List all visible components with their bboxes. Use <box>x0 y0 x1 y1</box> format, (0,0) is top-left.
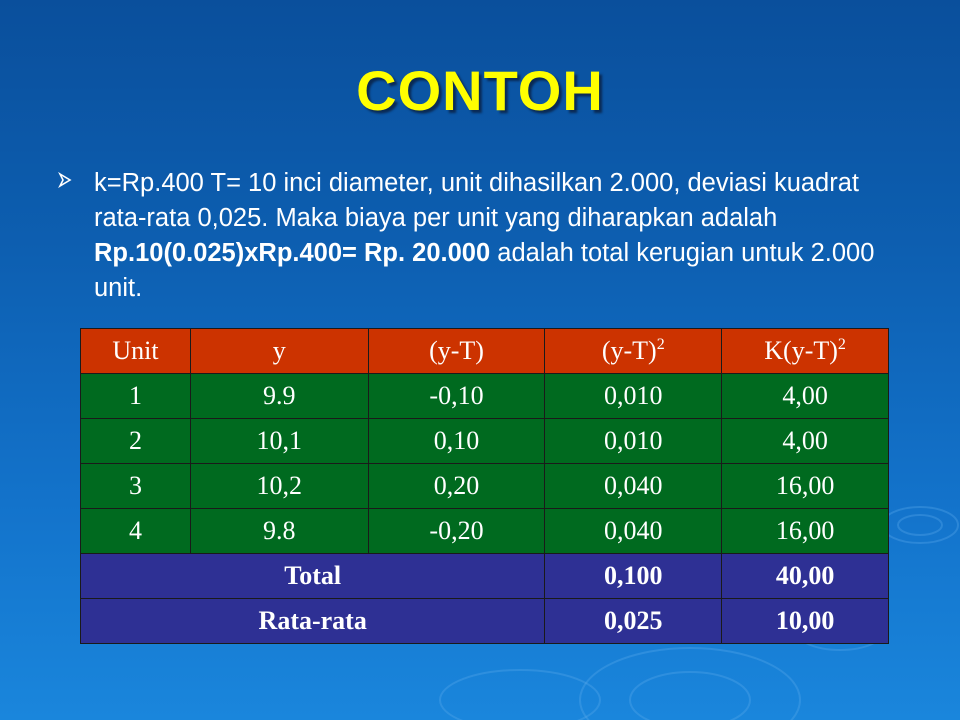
cell-y-minus-t: -0,20 <box>368 509 545 554</box>
cell-y-minus-t-squared: 0,010 <box>545 374 722 419</box>
table-row <box>81 374 889 419</box>
cell-y-minus-t: 0,20 <box>368 464 545 509</box>
total-label: Total <box>81 554 545 599</box>
average-label: Rata-rata <box>81 599 545 644</box>
bullet-paragraph <box>55 166 915 306</box>
arrow-bullet-icon <box>57 172 77 192</box>
header-unit: Unit <box>81 329 191 374</box>
table-row <box>81 464 889 509</box>
average-k-y-minus-t-squared: 10,00 <box>722 599 889 644</box>
cell-unit: 4 <box>81 509 191 554</box>
bullet-text-part1: k=Rp.400 T= 10 inci diameter, unit dihasilkan 2.000, deviasi kuadrat rata-rata 0,025. Maka biaya per unit yang diharapkan adalah <box>94 169 859 232</box>
cell-y-minus-t-squared: 0,040 <box>545 509 722 554</box>
cell-y-minus-t: -0,10 <box>368 374 545 419</box>
header-y-minus-t-squared-label: (y-T) <box>601 336 657 365</box>
cell-y: 10,2 <box>190 464 368 509</box>
cell-k-y-minus-t-squared: 16,00 <box>722 464 889 509</box>
cell-k-y-minus-t-squared: 4,00 <box>722 419 889 464</box>
cell-y: 10,1 <box>190 419 368 464</box>
bullet-text-bold: Rp.10(0.025)xRp.400= Rp. 20.000 <box>94 239 491 267</box>
header-k-y-minus-t-squared-exponent: 2 <box>837 336 846 353</box>
table-header-row <box>81 329 889 374</box>
header-y-minus-t-squared <box>545 329 722 374</box>
cell-unit: 3 <box>81 464 191 509</box>
total-y-minus-t-squared: 0,100 <box>545 554 722 599</box>
table-row <box>81 419 889 464</box>
cell-y-minus-t-squared: 0,010 <box>545 419 722 464</box>
average-row <box>81 599 889 644</box>
bullet-text <box>94 166 894 306</box>
loss-table <box>80 328 889 644</box>
average-y-minus-t-squared: 0,025 <box>545 599 722 644</box>
header-y-minus-t: (y-T) <box>368 329 545 374</box>
cell-unit: 2 <box>81 419 191 464</box>
total-row <box>81 554 889 599</box>
header-k-y-minus-t-squared-label: K(y-T) <box>764 336 838 365</box>
cell-y: 9.9 <box>190 374 368 419</box>
cell-y-minus-t: 0,10 <box>368 419 545 464</box>
table-row <box>81 509 889 554</box>
header-y-minus-t-squared-exponent: 2 <box>656 336 665 353</box>
header-y: y <box>190 329 368 374</box>
total-k-y-minus-t-squared: 40,00 <box>722 554 889 599</box>
cell-k-y-minus-t-squared: 16,00 <box>722 509 889 554</box>
cell-k-y-minus-t-squared: 4,00 <box>722 374 889 419</box>
bullet-text-part2: adalah total kerugian untuk 2.000 unit. <box>94 239 875 302</box>
cell-y-minus-t-squared: 0,040 <box>545 464 722 509</box>
header-k-y-minus-t-squared <box>722 329 889 374</box>
cell-unit: 1 <box>81 374 191 419</box>
slide-title: CONTOH <box>356 59 604 122</box>
cell-y: 9.8 <box>190 509 368 554</box>
